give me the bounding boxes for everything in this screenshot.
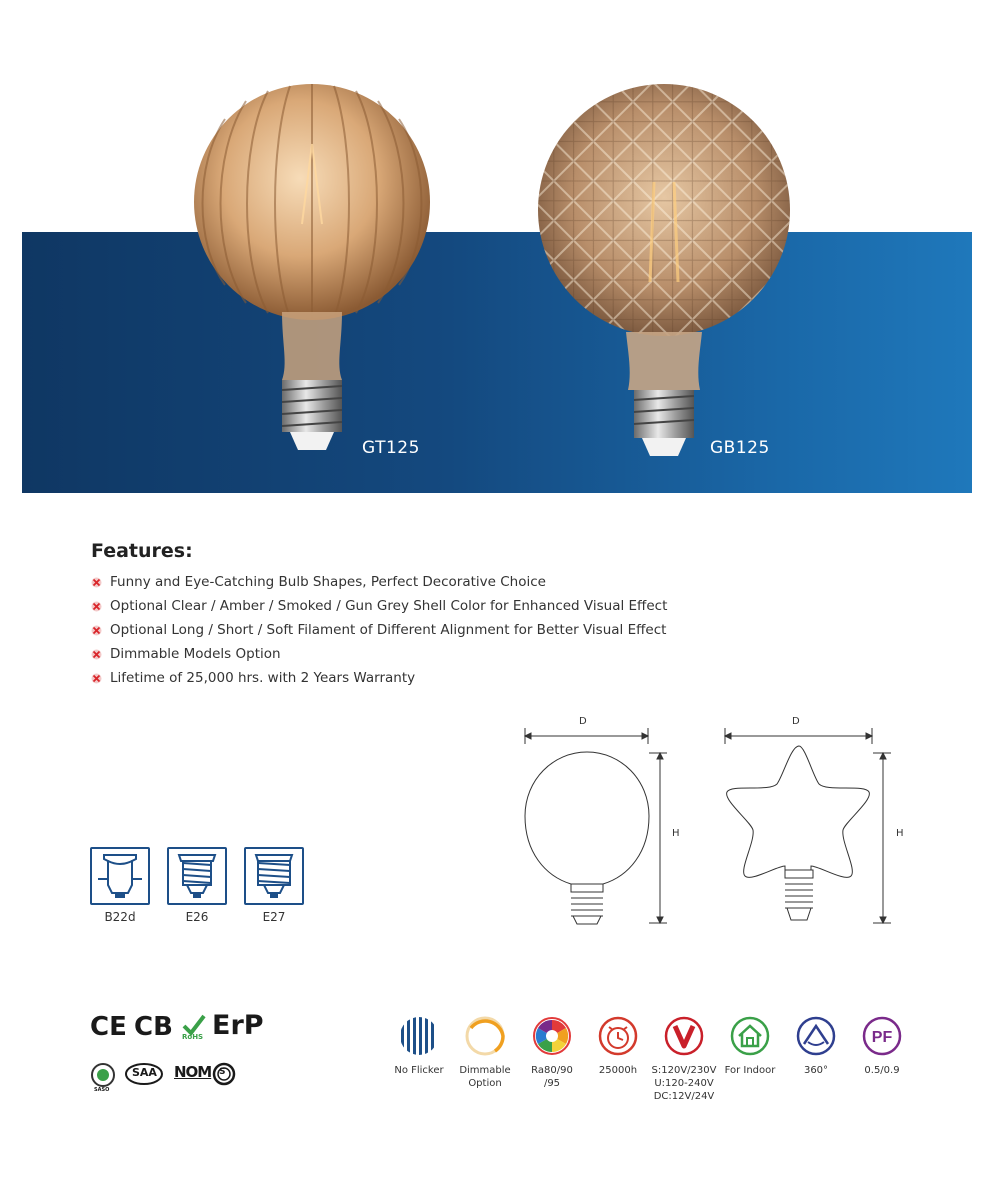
feature-text: Lifetime of 25,000 hrs. with 2 Years Warranty <box>110 670 416 686</box>
gt125-bulb-image <box>190 84 435 464</box>
star-height-label: H <box>896 828 904 839</box>
star-width-label: D <box>792 716 800 727</box>
e27-label: E27 <box>262 910 286 924</box>
b22d-base-icon <box>90 847 150 905</box>
indoor-house-icon <box>730 1016 770 1056</box>
gb125-bulb-image <box>534 82 794 466</box>
gb125-label: GB125 <box>710 438 770 458</box>
spec-voltage <box>651 1016 717 1103</box>
b22d-label: B22d <box>104 910 136 924</box>
spec-indoor <box>717 1016 783 1077</box>
voltage-label: S:120V/230V U:120-240V DC:12V/24V <box>651 1065 717 1102</box>
saa-label: SAA <box>132 1066 157 1079</box>
spec-dimmable <box>452 1016 518 1090</box>
ce-mark: CE <box>90 1012 127 1042</box>
feature-text: Funny and Eye-Catching Bulb Shapes, Perfect Decorative Choice <box>110 574 546 590</box>
globe-width-label: D <box>579 716 587 727</box>
no-flicker-label: No Flicker <box>394 1065 444 1076</box>
beam-angle-label: 360° <box>803 1065 829 1076</box>
feature-item <box>91 594 667 618</box>
s-mark-label: S <box>219 1067 226 1077</box>
e26-label: E26 <box>185 910 209 924</box>
dimmable-label: Dimmable Option <box>459 1065 511 1089</box>
e26-base-icon <box>167 847 227 905</box>
features-list <box>91 570 667 690</box>
feature-item <box>91 618 667 642</box>
lifetime-clock-icon <box>598 1016 638 1056</box>
e27-base-icon <box>244 847 304 905</box>
x-bullet-icon <box>91 625 102 636</box>
spec-lifetime <box>585 1016 651 1077</box>
color-rendering-icon <box>532 1016 572 1056</box>
spec-beam-angle <box>783 1016 849 1077</box>
feature-text: Dimmable Models Option <box>110 646 281 662</box>
spec-color-rendering <box>519 1016 585 1090</box>
x-bullet-icon <box>91 673 102 684</box>
spec-power-factor <box>849 1016 915 1077</box>
features-heading: Features: <box>91 540 193 562</box>
cb-mark: CB <box>134 1012 173 1042</box>
feature-text: Optional Long / Short / Soft Filament of Different Alignment for Better Visual Effect <box>110 622 667 638</box>
feature-text: Optional Clear / Amber / Smoked / Gun Grey Shell Color for Enhanced Visual Effect <box>110 598 668 614</box>
globe-height-label: H <box>672 828 680 839</box>
saso-mark-icon <box>90 1062 116 1088</box>
lifetime-label: 25000h <box>598 1065 638 1076</box>
pf-badge-text: PF <box>871 1029 893 1046</box>
feature-item <box>91 666 667 690</box>
saso-label: SASO <box>94 1087 110 1093</box>
indoor-label: For Indoor <box>724 1065 776 1076</box>
star-dimension-drawing <box>715 720 905 935</box>
dimmable-icon <box>465 1016 505 1056</box>
beam-angle-icon <box>796 1016 836 1056</box>
erp-mark: ErP <box>212 1010 264 1041</box>
no-flicker-icon <box>399 1016 439 1056</box>
hero-banner <box>22 232 972 493</box>
x-bullet-icon <box>91 577 102 588</box>
nom-mark: NOM <box>174 1063 212 1081</box>
feature-item <box>91 642 667 666</box>
rohs-label: RoHS <box>182 1033 204 1041</box>
x-bullet-icon <box>91 601 102 612</box>
power-factor-icon <box>862 1016 902 1056</box>
gt125-label: GT125 <box>362 438 420 458</box>
x-bullet-icon <box>91 649 102 660</box>
feature-item <box>91 570 667 594</box>
voltage-icon <box>664 1016 704 1056</box>
globe-dimension-drawing <box>515 720 695 935</box>
spec-no-flicker <box>386 1016 452 1077</box>
color-rendering-label: Ra80/90 /95 <box>531 1065 573 1089</box>
power-factor-label: 0.5/0.9 <box>864 1065 900 1076</box>
